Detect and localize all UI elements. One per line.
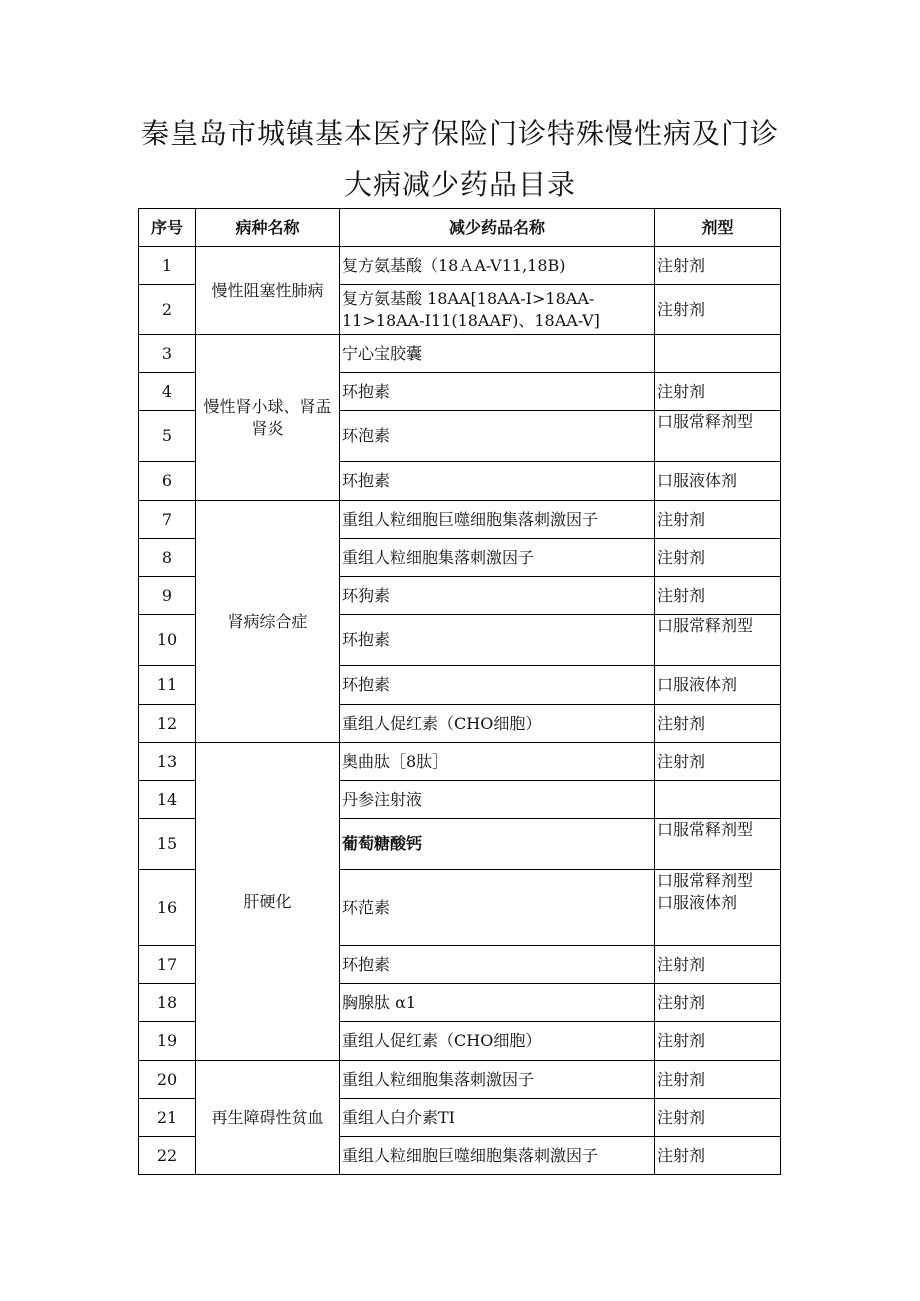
dosage-form: 口服常释剂型 bbox=[655, 819, 781, 870]
dosage-form: 注射剂 bbox=[655, 705, 781, 743]
table-row bbox=[139, 247, 781, 285]
row-no: 12 bbox=[139, 705, 196, 743]
drug-name: 宁心宝胶囊 bbox=[340, 335, 655, 373]
row-no: 4 bbox=[139, 373, 196, 411]
dosage-form: 注射剂 bbox=[655, 1137, 781, 1175]
dosage-form: 口服液体剂 bbox=[657, 893, 738, 912]
dosage-form: 注射剂 bbox=[655, 984, 781, 1022]
drug-name: 重组人粒细胞巨噬细胞集落刺激因子 bbox=[340, 501, 655, 539]
row-no: 1 bbox=[139, 247, 196, 285]
row-no: 6 bbox=[139, 462, 196, 501]
dosage-form: 注射剂 bbox=[655, 285, 781, 335]
row-no: 13 bbox=[139, 743, 196, 781]
drug-name: 环范素 bbox=[340, 870, 655, 946]
dosage-form: 注射剂 bbox=[655, 743, 781, 781]
header-drug: 减少药品名称 bbox=[340, 209, 655, 247]
header-disease: 病种名称 bbox=[196, 209, 340, 247]
disease-name: 肾病综合症 bbox=[196, 501, 340, 743]
row-no: 5 bbox=[139, 411, 196, 462]
dosage-form-multi bbox=[655, 870, 781, 946]
dosage-form: 注射剂 bbox=[655, 946, 781, 984]
dosage-form: 注射剂 bbox=[655, 539, 781, 577]
drug-table bbox=[138, 208, 781, 1175]
drug-name: 重组人促红素（CHO细胞） bbox=[340, 1022, 655, 1061]
table-row bbox=[139, 1061, 781, 1099]
row-no: 16 bbox=[139, 870, 196, 946]
row-no: 3 bbox=[139, 335, 196, 373]
dosage-form bbox=[655, 335, 781, 373]
drug-name: 胸腺肽 α1 bbox=[340, 984, 655, 1022]
drug-name: 重组人粒细胞集落刺激因子 bbox=[340, 1061, 655, 1099]
header-form: 剂型 bbox=[655, 209, 781, 247]
row-no: 21 bbox=[139, 1099, 196, 1137]
drug-name: 环抱素 bbox=[340, 946, 655, 984]
table-row bbox=[139, 335, 781, 373]
drug-name: 复方氨基酸（18ＡA-V11,18B) bbox=[340, 247, 655, 285]
table-row bbox=[139, 501, 781, 539]
drug-name: 重组人促红素（CHO细胞） bbox=[340, 705, 655, 743]
drug-name: 重组人粒细胞巨噬细胞集落刺激因子 bbox=[340, 1137, 655, 1175]
dosage-form: 口服常释剂型 bbox=[655, 411, 781, 462]
disease-name: 慢性肾小球、肾盂肾炎 bbox=[196, 335, 340, 501]
dosage-form: 注射剂 bbox=[655, 1099, 781, 1137]
drug-name: 环抱素 bbox=[340, 373, 655, 411]
row-no: 8 bbox=[139, 539, 196, 577]
dosage-form: 注射剂 bbox=[655, 1061, 781, 1099]
drug-name: 环狗素 bbox=[340, 577, 655, 615]
disease-name: 肝硬化 bbox=[196, 743, 340, 1061]
table-row bbox=[139, 743, 781, 781]
disease-name: 再生障碍性贫血 bbox=[196, 1061, 340, 1175]
drug-name: 环泡素 bbox=[340, 411, 655, 462]
row-no: 17 bbox=[139, 946, 196, 984]
drug-name: 重组人白介素TI bbox=[340, 1099, 655, 1137]
drug-name: 环抱素 bbox=[340, 462, 655, 501]
row-no: 22 bbox=[139, 1137, 196, 1175]
table-header-row bbox=[139, 209, 781, 247]
dosage-form: 注射剂 bbox=[655, 1022, 781, 1061]
row-no: 9 bbox=[139, 577, 196, 615]
drug-name: 重组人粒细胞集落刺激因子 bbox=[340, 539, 655, 577]
drug-name: 环抱素 bbox=[340, 615, 655, 666]
drug-name: 丹参注射液 bbox=[340, 781, 655, 819]
drug-name: 环抱素 bbox=[340, 666, 655, 705]
row-no: 20 bbox=[139, 1061, 196, 1099]
drug-name: 奥曲肽［8肽］ bbox=[340, 743, 655, 781]
document-title-line1: 秦皇岛市城镇基本医疗保险门诊特殊慢性病及门诊 bbox=[140, 117, 779, 150]
row-no: 18 bbox=[139, 984, 196, 1022]
dosage-form: 口服液体剂 bbox=[655, 462, 781, 501]
disease-name: 慢性阻塞性肺病 bbox=[196, 247, 340, 335]
dosage-form: 口服常释剂型 bbox=[657, 871, 754, 890]
row-no: 7 bbox=[139, 501, 196, 539]
document-title-line2: 大病减少药品目录 bbox=[343, 168, 576, 201]
dosage-form: 口服常释剂型 bbox=[655, 615, 781, 666]
row-no: 10 bbox=[139, 615, 196, 666]
dosage-form: 注射剂 bbox=[655, 247, 781, 285]
dosage-form: 注射剂 bbox=[655, 501, 781, 539]
row-no: 19 bbox=[139, 1022, 196, 1061]
dosage-form: 注射剂 bbox=[655, 577, 781, 615]
row-no: 2 bbox=[139, 285, 196, 335]
row-no: 11 bbox=[139, 666, 196, 705]
dosage-form: 注射剂 bbox=[655, 373, 781, 411]
drug-name: 葡萄糖酸钙 bbox=[340, 819, 655, 870]
dosage-form bbox=[655, 781, 781, 819]
row-no: 14 bbox=[139, 781, 196, 819]
drug-name: 复方氨基酸 18AA[18AA-I>18AA-11>18AA-I11(18AAF)、18AA-V] bbox=[340, 285, 655, 335]
row-no: 15 bbox=[139, 819, 196, 870]
dosage-form: 口服液体剂 bbox=[655, 666, 781, 705]
header-no: 序号 bbox=[139, 209, 196, 247]
